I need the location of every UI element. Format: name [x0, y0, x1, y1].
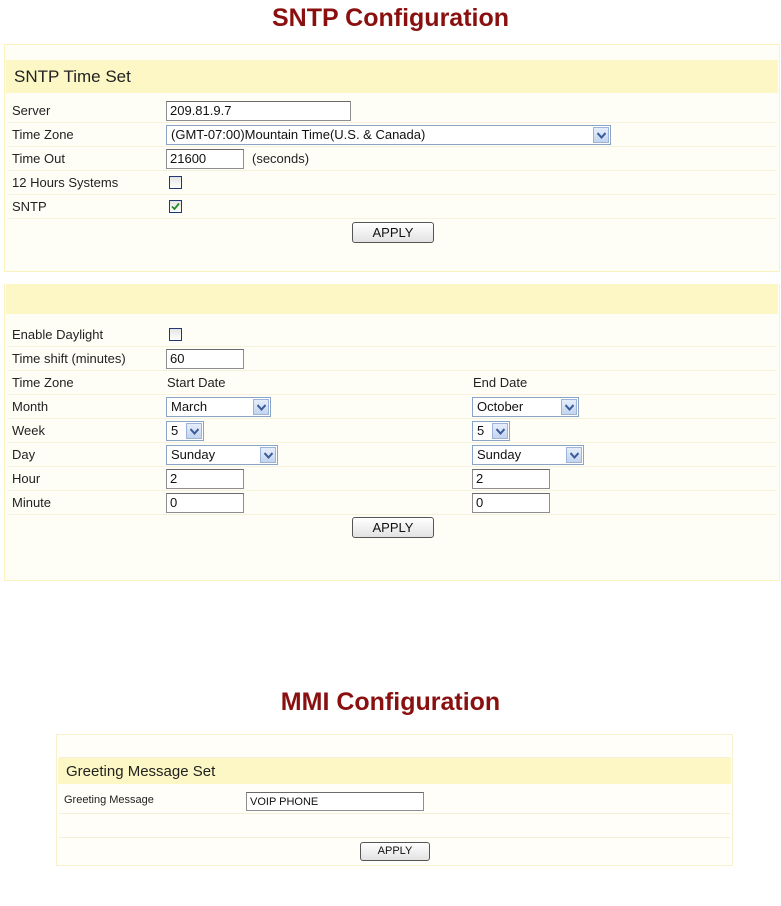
- mmi-apply-row: [59, 839, 730, 865]
- greeting-input[interactable]: VOIP PHONE: [246, 792, 424, 811]
- start-week-select[interactable]: [166, 421, 204, 441]
- time-shift-row: [7, 347, 777, 371]
- chevron-down-icon[interactable]: [186, 423, 202, 439]
- timeout-row: [7, 147, 777, 171]
- start-date-label: Start Date: [167, 375, 226, 390]
- start-month-select[interactable]: [166, 397, 271, 417]
- end-hour-input[interactable]: 2: [472, 469, 550, 489]
- month-label: Month: [12, 399, 49, 414]
- timezone-label: Time Zone: [12, 127, 74, 142]
- hour-row: [7, 467, 777, 491]
- sntp-enable-label: SNTP: [12, 199, 47, 214]
- timeout-unit: (seconds): [252, 151, 310, 166]
- week-row: [7, 419, 777, 443]
- chevron-down-icon[interactable]: [260, 447, 276, 463]
- server-label: Server: [12, 103, 51, 118]
- end-date-label: End Date: [473, 375, 528, 390]
- day-label: Day: [12, 447, 36, 462]
- hours12-checkbox[interactable]: [169, 176, 182, 189]
- timezone-row: [7, 123, 777, 147]
- timezone-value: (GMT-07:00)Mountain Time(U.S. & Canada): [171, 127, 426, 142]
- week-label: Week: [12, 423, 45, 438]
- timeout-input[interactable]: 21600: [166, 149, 244, 169]
- end-week-select[interactable]: [472, 421, 510, 441]
- minute-label: Minute: [12, 495, 52, 510]
- end-month-select[interactable]: [472, 397, 579, 417]
- end-minute-input[interactable]: 0: [472, 493, 550, 513]
- hour-label: Hour: [12, 471, 41, 486]
- greeting-section-title: Greeting Message Set: [66, 762, 216, 780]
- timezone-select[interactable]: [166, 125, 611, 145]
- start-day-select[interactable]: [166, 445, 278, 465]
- server-row: [7, 99, 777, 123]
- sntp-apply-row: [7, 219, 777, 246]
- chevron-down-icon[interactable]: [593, 127, 609, 143]
- timeout-label: Time Out: [12, 151, 65, 166]
- chevron-down-icon[interactable]: [561, 399, 577, 415]
- enable-daylight-checkbox[interactable]: [169, 328, 182, 341]
- sntp-checkbox[interactable]: [169, 200, 182, 213]
- chevron-down-icon[interactable]: [492, 423, 508, 439]
- mmi-page-title: MMI Configuration: [280, 688, 501, 716]
- hours12-row: [7, 171, 777, 195]
- daylight-section-header-bg: [6, 284, 778, 314]
- start-day-value: Sunday: [171, 447, 216, 462]
- sntp-page-title: SNTP Configuration: [271, 4, 510, 32]
- daylight-timezone-label: Time Zone: [12, 375, 74, 390]
- greeting-section-header: [58, 758, 731, 784]
- time-shift-label: Time shift (minutes): [12, 351, 126, 366]
- end-day-select[interactable]: [472, 445, 584, 465]
- end-week-value: 5: [477, 423, 485, 438]
- enable-daylight-label: Enable Daylight: [12, 327, 104, 342]
- sntp-section-title: SNTP Time Set: [14, 66, 131, 86]
- sntp-enable-row: [7, 195, 777, 219]
- daylight-apply-row: [7, 515, 777, 542]
- date-header-row: [7, 371, 777, 395]
- time-shift-input[interactable]: 60: [166, 349, 244, 369]
- month-row: [7, 395, 777, 419]
- mmi-spacer-row-2: [59, 815, 730, 838]
- minute-row: [7, 491, 777, 515]
- enable-daylight-row: [7, 323, 777, 347]
- daylight-apply-button[interactable]: APPLY: [352, 517, 434, 538]
- greeting-label: Greeting Message: [64, 794, 154, 806]
- mmi-spacer-row: [59, 735, 730, 758]
- daylight-panel: [4, 284, 780, 581]
- chevron-down-icon[interactable]: [253, 399, 269, 415]
- greeting-row: [59, 787, 730, 814]
- end-day-value: Sunday: [477, 447, 522, 462]
- sntp-section-header: [6, 60, 778, 93]
- start-minute-input[interactable]: 0: [166, 493, 244, 513]
- checkmark-icon: [171, 202, 180, 211]
- chevron-down-icon[interactable]: [566, 447, 582, 463]
- server-input[interactable]: 209.81.9.7: [166, 101, 351, 121]
- start-hour-input[interactable]: 2: [166, 469, 244, 489]
- hours12-label: 12 Hours Systems: [12, 175, 119, 190]
- sntp-panel: [4, 44, 780, 272]
- end-month-value: October: [477, 399, 524, 414]
- day-row: [7, 443, 777, 467]
- sntp-apply-button[interactable]: APPLY: [352, 222, 434, 243]
- start-week-value: 5: [171, 423, 179, 438]
- mmi-panel: [56, 734, 733, 866]
- start-month-value: March: [171, 399, 208, 414]
- mmi-apply-button[interactable]: APPLY: [360, 842, 430, 861]
